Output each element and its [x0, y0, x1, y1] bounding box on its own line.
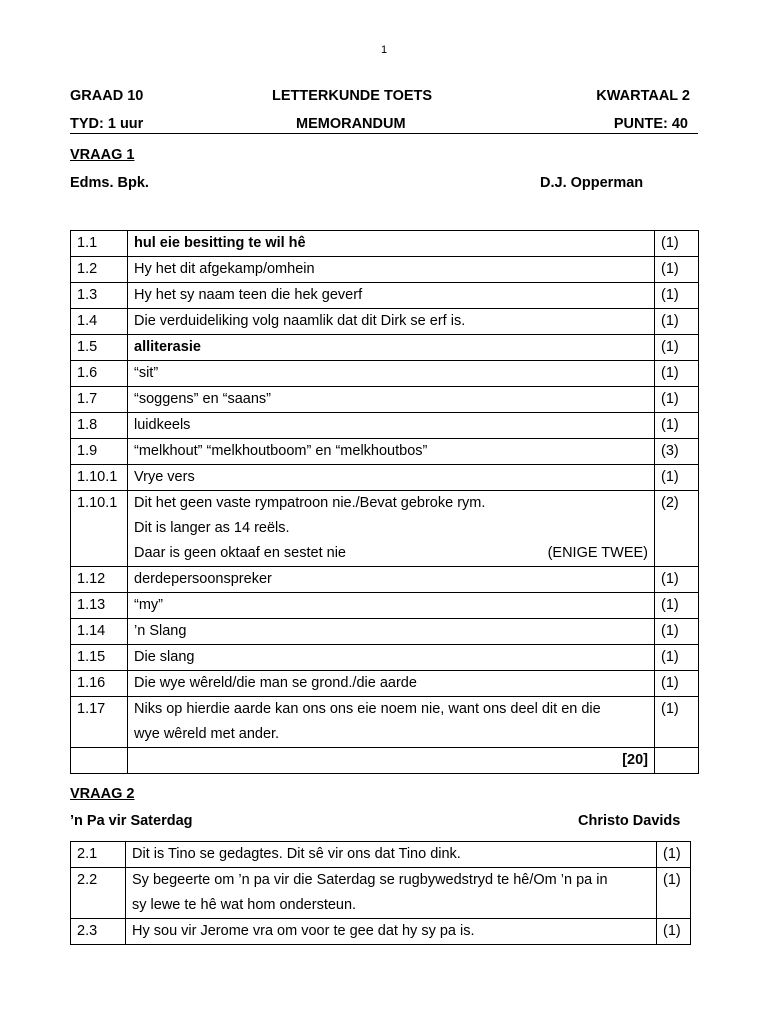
question-number: 1.5 — [71, 335, 128, 361]
term-label: KWARTAAL 2 — [596, 88, 690, 104]
mark-allocation: (1) — [657, 842, 691, 868]
answer-line: Hy het dit afgekamp/omhein — [134, 261, 315, 277]
total-num-cell — [71, 748, 128, 774]
mark-allocation: (1) — [655, 413, 699, 439]
question-2-author: Christo Davids — [578, 813, 681, 829]
answer-text — [128, 257, 655, 283]
answer-text — [128, 465, 655, 491]
answer-text — [128, 697, 655, 748]
answer-line: Hy het sy naam teen die hek geverf — [134, 287, 363, 303]
any-two-note: (ENIGE TWEE) — [547, 545, 648, 561]
answer-text — [128, 309, 655, 335]
grade-label: GRAAD 10 — [70, 88, 144, 104]
answer-text — [128, 283, 655, 309]
header-divider — [70, 133, 698, 134]
question-2-answer-table — [70, 841, 691, 945]
answer-row — [71, 919, 691, 945]
answer-line: Sy begeerte om ’n pa vir die Saterdag se rugbywedstryd te hê/Om ’n pa in — [132, 872, 608, 888]
answer-text — [128, 413, 655, 439]
answer-line: Die slang — [134, 649, 195, 665]
page-number: 1 — [380, 44, 388, 56]
mark-allocation: (3) — [655, 439, 699, 465]
answer-row — [71, 335, 699, 361]
answer-line-text: Daar is geen oktaaf en sestet nie — [134, 545, 346, 561]
question-number: 1.4 — [71, 309, 128, 335]
question-1-author: D.J. Opperman — [540, 175, 644, 191]
answer-text — [128, 671, 655, 697]
answer-line: Die wye wêreld/die man se grond./die aarde — [134, 675, 417, 691]
mark-allocation: (1) — [655, 387, 699, 413]
mark-allocation: (2) — [655, 491, 699, 567]
answer-text — [126, 842, 657, 868]
answer-row — [71, 697, 699, 748]
mark-allocation: (1) — [655, 257, 699, 283]
question-number: 1.15 — [71, 645, 128, 671]
question-1-answer-table — [70, 230, 699, 774]
answer-line: ’n Slang — [134, 623, 187, 639]
answer-line: derdepersoonspreker — [134, 571, 272, 587]
total-mark-cell — [655, 748, 699, 774]
answer-line: “sit” — [134, 365, 159, 381]
answer-row — [71, 361, 699, 387]
answer-row — [71, 283, 699, 309]
question-number: 1.7 — [71, 387, 128, 413]
answer-text — [126, 919, 657, 945]
question-number: 1.16 — [71, 671, 128, 697]
answer-text — [128, 335, 655, 361]
mark-allocation: (1) — [655, 697, 699, 748]
answer-text — [128, 645, 655, 671]
answer-text — [126, 868, 657, 919]
question-number: 1.13 — [71, 593, 128, 619]
question-number: 1.9 — [71, 439, 128, 465]
answer-line: sy lewe te hê wat hom ondersteun. — [132, 897, 357, 913]
mark-allocation: (1) — [655, 465, 699, 491]
answer-line: Dit is Tino se gedagtes. Dit sê vir ons dat Tino dink. — [132, 846, 461, 862]
question-number: 1.3 — [71, 283, 128, 309]
question-1-title: VRAAG 1 — [70, 147, 135, 163]
answer-text — [128, 231, 655, 257]
question-number: 1.12 — [71, 567, 128, 593]
mark-allocation: (1) — [655, 309, 699, 335]
mark-allocation: (1) — [655, 593, 699, 619]
answer-row — [71, 413, 699, 439]
test-title: LETTERKUNDE TOETS — [272, 88, 433, 104]
total-row — [71, 748, 699, 774]
answer-row — [71, 868, 691, 919]
mark-allocation: (1) — [655, 619, 699, 645]
memorandum-title: MEMORANDUM — [296, 116, 406, 132]
mark-allocation: (1) — [657, 868, 691, 919]
mark-allocation: (1) — [655, 567, 699, 593]
answer-line: Dit is langer as 14 reëls. — [134, 520, 290, 536]
answer-line: “melkhout” “melkhoutboom” en “melkhoutbos” — [134, 443, 428, 459]
answer-row — [71, 257, 699, 283]
answer-line: Dit het geen vaste rympatroon nie./Bevat gebroke rym. — [134, 495, 486, 511]
marks-label: PUNTE: 40 — [613, 116, 688, 132]
answer-line: wye wêreld met ander. — [134, 726, 280, 742]
mark-allocation: (1) — [655, 283, 699, 309]
answer-line: Die verduideliking volg naamlik dat dit Dirk se erf is. — [134, 313, 466, 329]
answer-row — [71, 567, 699, 593]
question-number: 2.3 — [71, 919, 126, 945]
question-number: 2.2 — [71, 868, 126, 919]
answer-row — [71, 593, 699, 619]
question-number: 1.8 — [71, 413, 128, 439]
answer-row — [71, 619, 699, 645]
question-number: 1.10.1 — [71, 491, 128, 567]
mark-allocation: (1) — [655, 231, 699, 257]
question-number: 1.17 — [71, 697, 128, 748]
answer-row — [71, 491, 699, 567]
question-number: 1.6 — [71, 361, 128, 387]
answer-text — [128, 619, 655, 645]
answer-text — [128, 567, 655, 593]
answer-line: Hy sou vir Jerome vra om voor te gee dat hy sy pa is. — [132, 923, 475, 939]
question-2-title: VRAAG 2 — [70, 786, 135, 802]
answer-line — [134, 541, 648, 566]
question-1-total: [20] — [128, 748, 655, 774]
question-1-poem: Edms. Bpk. — [70, 175, 149, 191]
answer-line: hul eie besitting te wil hê — [134, 235, 306, 251]
mark-allocation: (1) — [655, 335, 699, 361]
answer-line: “soggens” en “saans” — [134, 391, 272, 407]
question-number: 1.10.1 — [71, 465, 128, 491]
mark-allocation: (1) — [655, 361, 699, 387]
answer-line: “my” — [134, 597, 163, 613]
answer-row — [71, 671, 699, 697]
answer-line: Vrye vers — [134, 469, 195, 485]
question-number: 1.2 — [71, 257, 128, 283]
answer-line: alliterasie — [134, 339, 201, 355]
answer-row — [71, 309, 699, 335]
answer-text — [128, 361, 655, 387]
time-label: TYD: 1 uur — [70, 116, 144, 132]
answer-row — [71, 439, 699, 465]
question-2-poem: ’n Pa vir Saterdag — [70, 813, 193, 829]
answer-text — [128, 491, 655, 567]
answer-row — [71, 387, 699, 413]
answer-line: luidkeels — [134, 417, 191, 433]
answer-row — [71, 465, 699, 491]
answer-text — [128, 387, 655, 413]
answer-text — [128, 593, 655, 619]
answer-line: Niks op hierdie aarde kan ons ons eie noem nie, want ons deel dit en die — [134, 701, 601, 717]
mark-allocation: (1) — [657, 919, 691, 945]
answer-text — [128, 439, 655, 465]
answer-row — [71, 842, 691, 868]
question-number: 1.1 — [71, 231, 128, 257]
question-number: 2.1 — [71, 842, 126, 868]
mark-allocation: (1) — [655, 645, 699, 671]
mark-allocation: (1) — [655, 671, 699, 697]
question-number: 1.14 — [71, 619, 128, 645]
answer-row — [71, 645, 699, 671]
answer-row — [71, 231, 699, 257]
